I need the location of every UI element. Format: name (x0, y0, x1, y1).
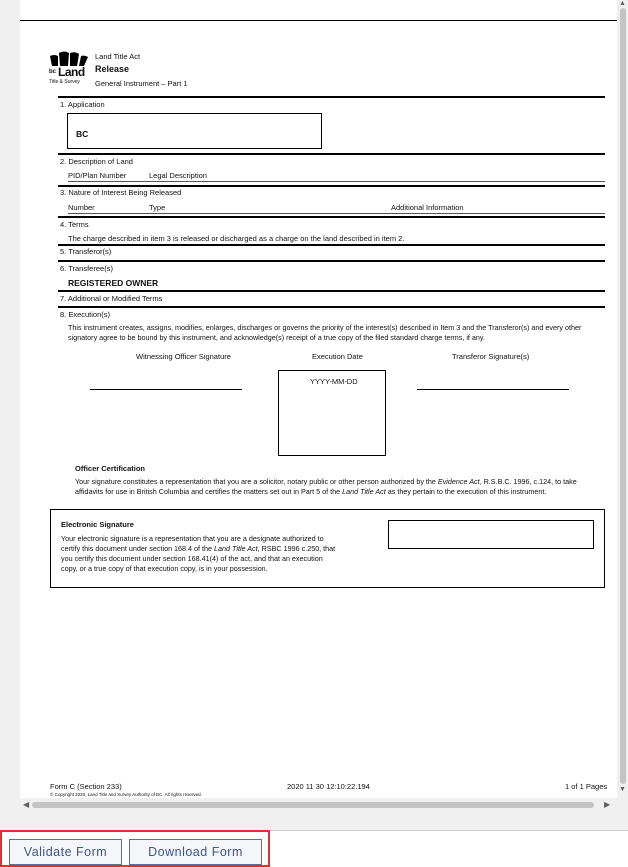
section-divider (58, 185, 605, 187)
section-divider (58, 260, 605, 262)
execution-text-line-1: This instrument creates, assigns, modifies, enlarges, discharges or governs the priority of the interest(s) described in Item 3 and the Transferor(s) and every other (68, 323, 582, 332)
esig-text-line-1: Your electronic signature is a representation that you are a designate authorized to (61, 534, 324, 543)
esig-text-2b: , RSBC 1996 c.250, that (257, 544, 336, 553)
act-label: Land Title Act (95, 52, 141, 61)
witness-signature-line[interactable] (90, 389, 242, 390)
esig-text-line-3: you certify this document under section 168.41(4) of the act, and that an execution (61, 554, 323, 563)
execution-text-line-2: signatory agree to be bound by this instrument, and acknowledge(s) receipt of a true copy of the filed standard charge terms, if any. (68, 333, 485, 342)
horizontal-scrollbar[interactable] (20, 798, 617, 812)
electronic-signature-heading: Electronic Signature (61, 520, 134, 529)
section-5-label: 5. Transferor(s) (60, 247, 112, 256)
officer-text-1b: , R.S.B.C. 1996, c.124, to take (479, 477, 577, 486)
page-count: 1 of 1 Pages (565, 782, 608, 791)
officer-text-2b: as they pertain to the execution of this instrument. (385, 487, 547, 496)
bc-land-logo-icon (48, 50, 90, 90)
timestamp: 2020 11 30 12:10:22.194 (287, 782, 370, 791)
table-rule (68, 181, 605, 182)
scroll-right-icon[interactable]: ▶ (604, 800, 611, 809)
scroll-up-icon[interactable]: ▲ (619, 0, 626, 7)
esig-text-line-2 (61, 544, 335, 553)
section-1-label: 1. Application (60, 100, 105, 109)
number-column-header: Number (68, 203, 95, 212)
application-field[interactable] (67, 113, 322, 149)
vertical-scroll-thumb[interactable] (620, 8, 626, 784)
date-placeholder: YYYY-MM-DD (310, 377, 358, 386)
scroll-down-icon[interactable]: ▼ (619, 786, 626, 793)
esig-text-2a: certify this document under section 168.4 of the (61, 544, 215, 553)
section-3-label: 3. Nature of Interest Being Released (60, 188, 182, 197)
legal-description-column-header: Legal Description (149, 171, 207, 180)
officer-text-1-italic: Evidence Act (437, 477, 480, 486)
form-subtitle: General Instrument – Part 1 (95, 79, 188, 88)
section-divider (58, 216, 605, 218)
logo-land-text: Land (58, 65, 85, 79)
section-divider (58, 244, 605, 246)
pid-column-header: PID/Plan Number (68, 171, 127, 180)
page-top-rule (20, 20, 617, 21)
section-divider (58, 306, 605, 308)
horizontal-scroll-thumb[interactable] (32, 802, 594, 808)
witness-column-header: Witnessing Officer Signature (136, 352, 231, 361)
section-2-label: 2. Description of Land (60, 157, 133, 166)
section-divider (58, 153, 605, 155)
officer-certification-heading: Officer Certification (75, 464, 146, 473)
vertical-scrollbar[interactable] (617, 0, 628, 798)
scroll-left-icon[interactable]: ◀ (23, 800, 30, 809)
validate-form-button[interactable]: Validate Form (9, 839, 122, 865)
electronic-signature-box (50, 509, 605, 588)
officer-text-2a: affidavits for use in British Columbia and certifies the matters set out in Part 5 of the (75, 487, 343, 496)
officer-text-line-2 (75, 487, 546, 496)
table-rule (68, 213, 605, 214)
form-page (20, 0, 617, 798)
download-form-button[interactable]: Download Form (129, 839, 262, 865)
esig-text-2-italic: Land Title Act (214, 544, 258, 553)
terms-text: The charge described in item 3 is released or discharged as a charge on the land described in item 2. (68, 234, 405, 243)
section-7-label: 7. Additional or Modified Terms (60, 294, 163, 303)
transferee-value: REGISTERED OWNER (68, 278, 159, 288)
date-column-header: Execution Date (312, 352, 363, 361)
additional-info-column-header: Additional Information (391, 203, 464, 212)
transferor-signature-line[interactable] (417, 389, 569, 390)
section-divider (58, 96, 605, 98)
form-title: Release (95, 64, 130, 74)
electronic-signature-field[interactable] (388, 520, 594, 549)
section-8-label: 8. Execution(s) (60, 310, 111, 319)
type-column-header: Type (149, 203, 166, 212)
application-value: BC (76, 129, 89, 139)
officer-text-2-italic: Land Title Act (342, 487, 386, 496)
copyright-text: © Copyright 2020, Land Title and Survey Authority of BC. All rights reserved. (50, 792, 202, 797)
logo-sub-text: Title & Survey (49, 79, 80, 85)
officer-text-1a: Your signature constitutes a representation that you are a solicitor, notary public or other person authorized by the (75, 477, 438, 486)
logo-bc-text: bc (49, 69, 57, 75)
esig-text-line-4: copy, or a true copy of that execution copy, is in your possession. (61, 564, 268, 573)
transferor-column-header: Transferor Signature(s) (452, 352, 530, 361)
section-6-label: 6. Transferee(s) (60, 264, 113, 273)
section-4-label: 4. Terms (60, 220, 89, 229)
execution-date-field[interactable] (278, 370, 386, 456)
officer-text-line-1 (75, 477, 577, 486)
section-divider (58, 290, 605, 292)
form-number: Form C (Section 233) (50, 782, 122, 791)
